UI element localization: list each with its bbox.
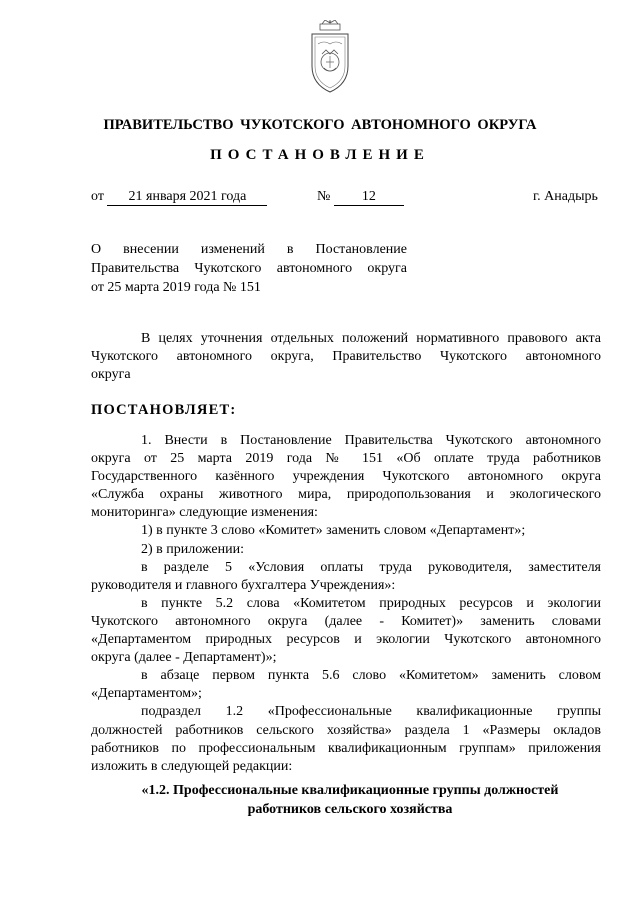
document-number: 12 xyxy=(334,189,404,206)
document-date: 21 января 2021 года xyxy=(107,189,267,206)
number-block xyxy=(317,189,404,206)
body-line: округа от 25 марта 2019 года № 151 «Об оплате труда работников xyxy=(91,451,601,467)
body-line: «Департаментом»; xyxy=(91,686,202,702)
body-line: подраздел 1.2 «Профессиональные квалификационные группы xyxy=(141,704,601,720)
document-city: г. Анадырь xyxy=(533,189,598,204)
government-name: ПРАВИТЕЛЬСТВО ЧУКОТСКОГО АВТОНОМНОГО ОКРУГА xyxy=(103,117,537,133)
body-line: в разделе 5 «Условия оплаты труда руководителя, заместителя xyxy=(141,559,601,575)
section-title xyxy=(100,781,600,819)
body-line: Государственного казённого учреждения Чукотского автономного округа xyxy=(91,469,601,485)
body-line: в пункте 5.2 слова «Комитетом природных ресурсов и экологии xyxy=(141,595,601,611)
body-line: изложить в следующей редакции: xyxy=(91,758,293,774)
subject-line: О внесении изменений в Постановление xyxy=(91,242,407,257)
body-line: округа (далее - Департамент)»; xyxy=(91,650,277,666)
document-subject xyxy=(91,240,407,297)
body-line: мониторинга» следующие изменения: xyxy=(91,505,318,521)
document-body xyxy=(91,432,601,776)
section-title-line: работников сельского хозяйства xyxy=(247,802,453,817)
body-line: «Департаментом природных ресурсов и экологии Чукотского автономного xyxy=(91,632,601,648)
body-line: в абзаце первом пункта 5.6 слово «Комитетом» заменить словом xyxy=(141,668,601,684)
body-line: 1. Внести в Постановление Правительства Чукотского автономного xyxy=(141,433,601,448)
body-line: Чукотского автономного округа (далее - Комитет)» заменить словами xyxy=(91,613,601,629)
date-block xyxy=(91,189,267,206)
preamble-line: округа xyxy=(91,367,131,383)
body-line: должностей работников сельского хозяйства» раздела 1 «Размеры окладов xyxy=(91,722,601,738)
body-line: работников по профессиональным квалификационным группам» приложения xyxy=(91,740,601,756)
preamble-line: В целях уточнения отдельных положений нормативного правового акта xyxy=(141,331,601,346)
body-line: руководителя и главного бухгалтера Учреждения»: xyxy=(91,577,396,593)
resolves-heading: ПОСТАНОВЛЯЕТ: xyxy=(91,402,237,418)
subject-line: от 25 марта 2019 года № 151 xyxy=(91,280,261,295)
subject-line: Правительства Чукотского автономного округа xyxy=(91,261,407,276)
coat-of-arms-icon xyxy=(302,20,358,104)
preamble xyxy=(91,330,601,384)
date-prefix: от xyxy=(91,189,104,204)
body-line: 2) в приложении: xyxy=(141,541,244,557)
document-type: ПОСТАНОВЛЕНИЕ xyxy=(210,147,430,163)
number-prefix: № xyxy=(317,189,331,204)
section-title-line: «1.2. Профессиональные квалификационные группы должностей xyxy=(141,783,559,798)
body-line: «Служба охраны животного мира, природопользования и экологического xyxy=(91,487,601,503)
body-line: 1) в пункте 3 слово «Комитет» заменить словом «Департамент»; xyxy=(141,523,526,539)
preamble-line: Чукотского автономного округа, Правительство Чукотского автономного xyxy=(91,349,601,365)
